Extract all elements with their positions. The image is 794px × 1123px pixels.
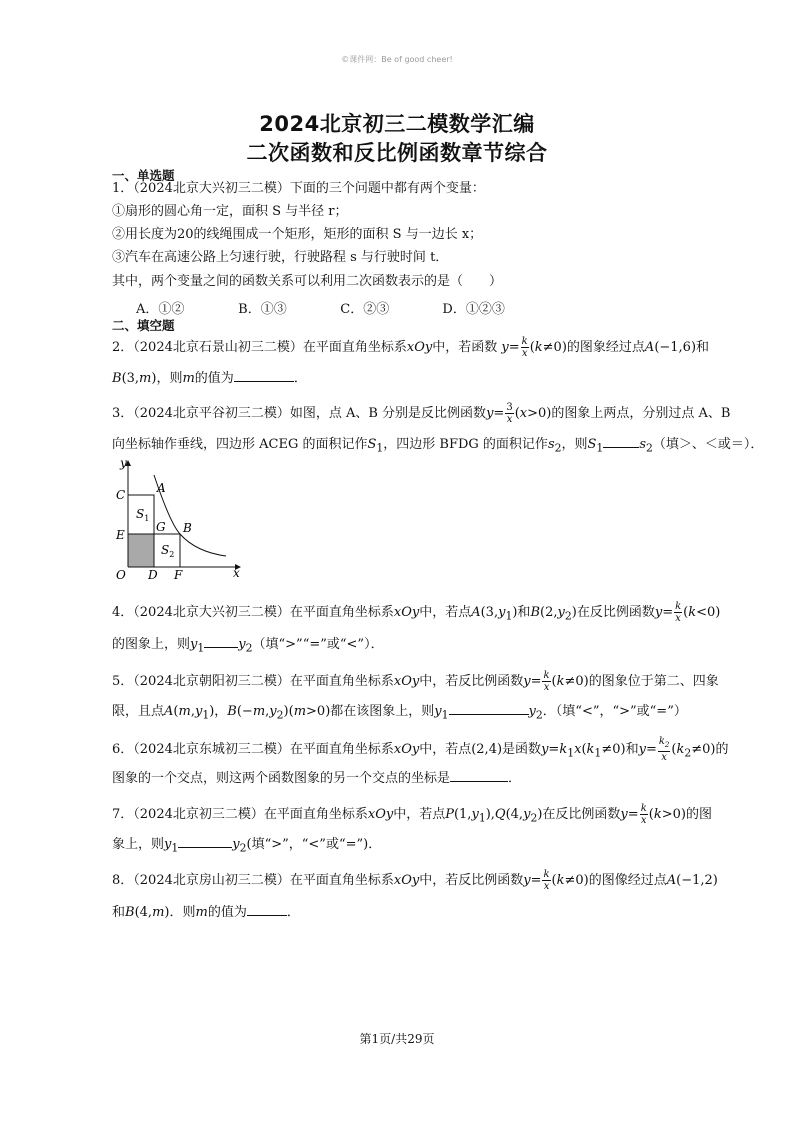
shaded-rectangle <box>128 534 154 567</box>
q7-line2: 象上，则$y_1$ $y_2$(填“>”，“<”或“=”)． <box>112 837 382 855</box>
q2-line2: B(3,m)，则m的值为 ． <box>112 371 307 386</box>
q1-item3: ③汽车在高速公路上匀速行驶，行驶路程 s 与行驶时间 t． <box>112 250 449 265</box>
q5-line2: 限，且点$A(m,y_1)$，$B(-m,y_2)(m>0)$都在该图象上，则$y_1$ $y_2$．（填“<”，“>”或“=”） <box>112 704 687 722</box>
q1-options <box>136 298 540 317</box>
q2-answer-blank[interactable] <box>234 369 294 382</box>
label-s1: $S_1$ <box>136 507 150 523</box>
q4-line2: 的图象上，则$y_1$ $y_2$（填“>”“=”或“<”）． <box>112 637 384 655</box>
label-o: O <box>116 568 126 582</box>
section-fill-blank: 二、填空题 <box>112 318 175 333</box>
q2-line1: 2．（2024北京石景山初三二模）在平面直角坐标系xOy中，若函数 y= $\frac{k}{x}$ (k≠0)的图象经过点A(−1,6)和 <box>112 336 710 359</box>
q7-line1: 7．（2024北京初三二模）在平面直角坐标系xOy中，若点$P(1,y_1),Q(4,y_2)$在反比例函数y= $\frac{k}{x}$ (k>0)的图 <box>112 803 712 826</box>
label-a: A <box>157 481 166 495</box>
q1-stem: 1．（2024北京大兴初三二模）下面的三个问题中都有两个变量： <box>112 181 485 196</box>
label-y: y <box>120 456 127 470</box>
watermark: ©课件网：Be of good cheer! <box>341 55 453 64</box>
q4-line1: 4．（2024北京大兴初三二模）在平面直角坐标系xOy中，若点$A(3,y_1)$和$B(2,y_2)$在反比例函数y= $\frac{k}{x}$ (k<0) <box>112 601 721 624</box>
q1-ask: 其中，两个变量之间的函数关系可以利用二次函数表示的是（ ） <box>112 274 503 289</box>
q3-line2: 向坐标轴作垂线，四边形 ACEG 的面积记作$S_1$，四边形 BFDG 的面积记作$s_2$，则$S_1$ $s_2$（填＞、＜或＝）． <box>112 437 764 455</box>
q5-answer-blank[interactable] <box>449 702 529 715</box>
section-single-choice: 一、单选题 <box>112 168 175 183</box>
q8-line2: 和B(4,m)．则m的值为 ． <box>112 905 300 920</box>
doc-subtitle: 二次函数和反比例函数章节综合 <box>246 141 548 165</box>
label-b: B <box>183 521 192 535</box>
q3-figure <box>108 455 248 583</box>
q8-line1: 8．（2024北京房山初三二模）在平面直角坐标系xOy中，若反比例函数y= $\frac{k}{x}$ (k≠0)的图像经过点A(−1,2) <box>112 869 718 892</box>
label-x: x <box>233 566 240 580</box>
q3-line1: 3．（2024北京平谷初三二模）如图，点 A、B 分别是反比例函数y= $\frac{3}{x}$ (x>0)的图象上两点，分别过点 A、B <box>112 402 731 425</box>
q6-line2: 图象的一个交点，则这两个函数图象的另一个交点的坐标是 ． <box>112 771 522 786</box>
q6-answer-blank[interactable] <box>450 769 508 782</box>
q1-option-c: C．②③ <box>340 302 390 317</box>
q3-answer-blank[interactable] <box>603 435 639 448</box>
q1-option-d: D．①②③ <box>442 302 505 317</box>
label-d: D <box>148 568 158 582</box>
doc-title: 2024北京初三二模数学汇编 <box>259 112 535 136</box>
label-g: G <box>156 520 166 534</box>
label-c: C <box>116 488 126 502</box>
q4-answer-blank[interactable] <box>204 635 238 648</box>
q1-item2: ②用长度为20的线绳围成一个矩形，矩形的面积 S 与一边长 x； <box>112 227 483 242</box>
q1-option-a: A．①② <box>136 302 185 317</box>
q6-line1: 6．（2024北京东城初三二模）在平面直角坐标系xOy中，若点(2,4)是函数$y=k_1x(k_1\ne 0)$和y= $\frac{k_2}{x}$ $(k_2\ne 0)$的 <box>112 736 729 763</box>
q8-answer-blank[interactable] <box>247 903 287 916</box>
q1-item1: ①扇形的圆心角一定，面积 S 与半径 r； <box>112 204 348 219</box>
page-footer: 第1页/共29页 <box>359 1032 435 1046</box>
q5-line1: 5．（2024北京朝阳初三二模）在平面直角坐标系xOy中，若反比例函数y= $\frac{k}{x}$ (k≠0)的图象位于第二、四象 <box>112 670 719 693</box>
label-e: E <box>116 528 125 542</box>
label-s2: $S_2$ <box>161 543 175 559</box>
q7-answer-blank[interactable] <box>178 835 232 848</box>
q1-option-b: B．①③ <box>238 302 287 317</box>
label-f: F <box>174 568 183 582</box>
